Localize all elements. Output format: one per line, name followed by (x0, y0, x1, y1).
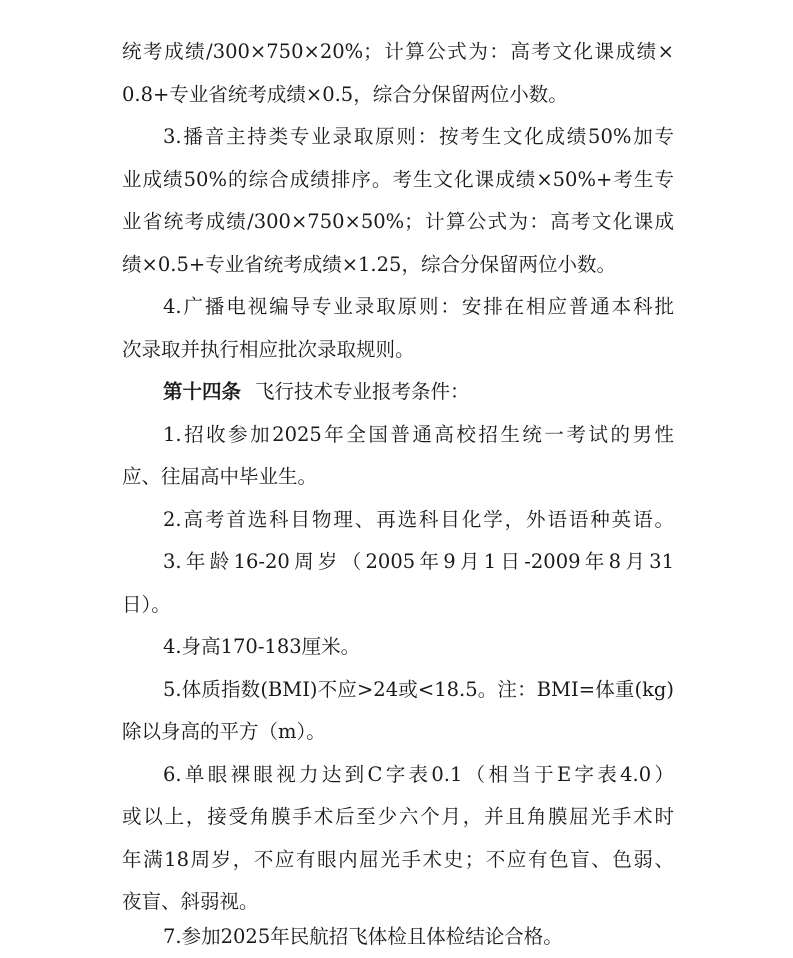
text-line: 夜盲、斜弱视。 (122, 890, 259, 913)
text-line: 2.高考首选科目物理、再选科目化学，外语语种英语。 (163, 508, 674, 531)
text-line: 1.招收参加2025年全国普通高校招生统一考试的男性 (163, 423, 674, 446)
text-line: 年满18周岁，不应有眼内屈光手术史；不应有色盲、色弱、 (122, 848, 674, 871)
text-line: 3.年龄16-20周岁（2005年9月1日-2009年8月31 (163, 550, 674, 573)
text-line: 业成绩50%的综合成绩排序。考生文化课成绩×50%+考生专 (122, 168, 674, 191)
text-line: 除以身高的平方（m）。 (122, 720, 326, 743)
text-line: 统考成绩/300×750×20%；计算公式为：高考文化课成绩× (122, 40, 674, 63)
text-line: 业省统考成绩/300×750×50%；计算公式为：高考文化课成 (122, 210, 674, 233)
text-line: 4.广播电视编导专业录取原则：安排在相应普通本科批 (163, 295, 674, 318)
text-line: 4.身高170-183厘米。 (163, 635, 361, 658)
text-line: 绩×0.5+专业省统考成绩×1.25，综合分保留两位小数。 (122, 253, 616, 276)
section-heading (163, 377, 674, 407)
text-line: 3.播音主持类专业录取原则：按考生文化成绩50%加专 (163, 125, 674, 148)
text-line: 日）。 (122, 593, 171, 616)
text-line: 应、往届高中毕业生。 (122, 465, 318, 488)
text-line: 6.单眼裸眼视力达到C字表0.1（相当于E字表4.0） (163, 763, 674, 786)
article-number: 第十四条 (163, 380, 242, 403)
text-line: 或以上，接受角膜手术后至少六个月，并且角膜屈光手术时 (122, 805, 674, 828)
text-line: 0.8+专业省统考成绩×0.5，综合分保留两位小数。 (122, 83, 568, 106)
text-line: 5.体质指数(BMI)不应>24或<18.5。注：BMI=体重(kg) (163, 678, 674, 701)
article-title: 飞行技术专业报考条件： (255, 380, 470, 403)
text-line: 7.参加2025年民航招飞体检且体检结论合格。 (163, 925, 563, 948)
text-line: 次录取并执行相应批次录取规则。 (122, 338, 415, 361)
